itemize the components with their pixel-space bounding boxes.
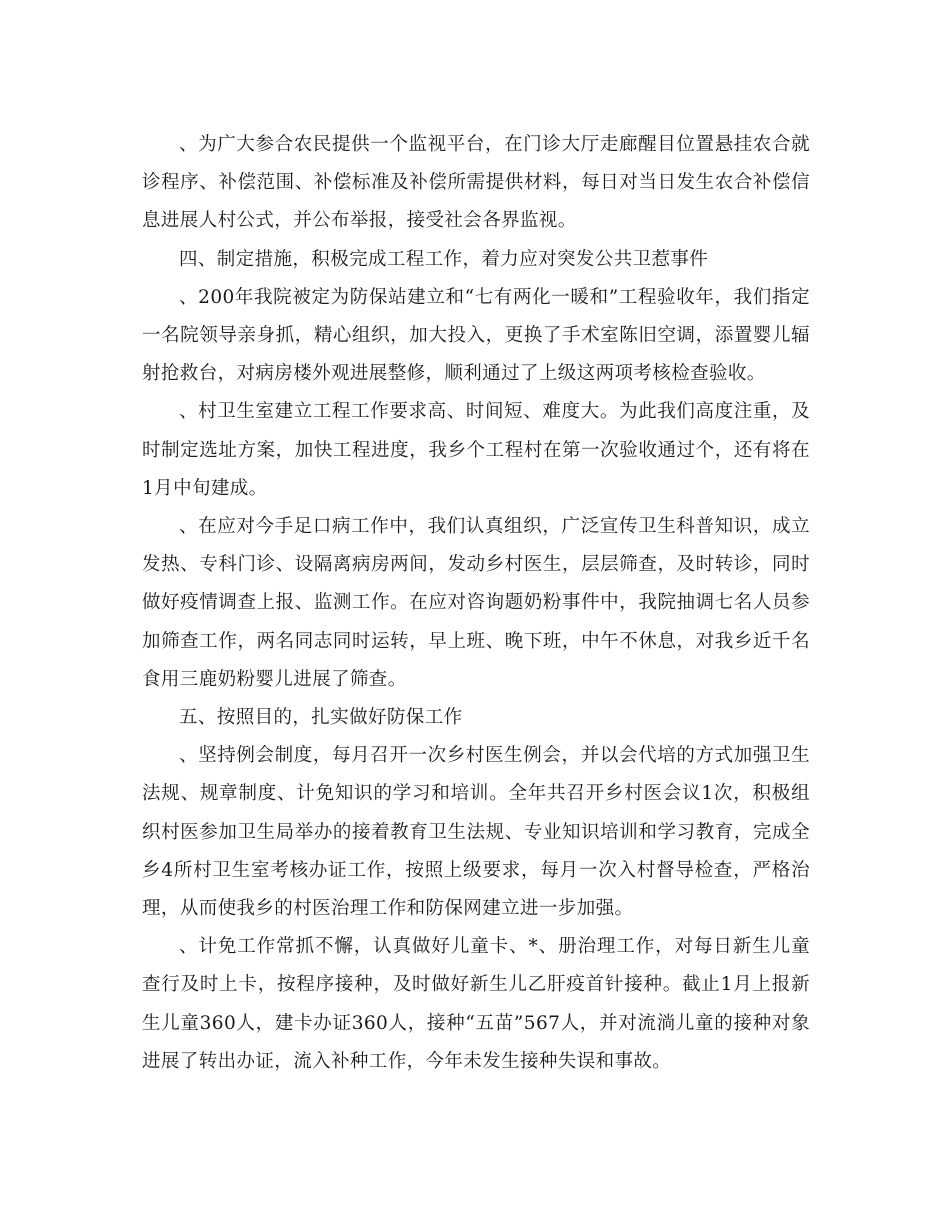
paragraph-regular-meetings: 、坚持例会制度，每月召开一次乡村医生例会，并以会代培的方式加强卫生法规、规章制度、计免知识的学习和培训。全年共召开乡村医会议1次，积极组织村医参加卫生局举办的接着教育卫生法规、专业知识培训和学习教育，完成全乡4所村卫生室考核办证工作，按照上级要求，每月一次入村督导检查，严格治理，从而使我乡的村医治理工作和防保网建立进一步加强。 <box>142 745 810 920</box>
document-body <box>142 126 810 1081</box>
paragraph-hand-foot-mouth: 、在应对今手足口病工作中，我们认真组织，广泛宣传卫生科普知识，成立发热、专科门诊、设隔离病房两间，发动乡村医生，层层筛查，及时转诊，同时做好疫情调查上报、监测工作。在应对咨询题奶粉事件中，我院抽调七名人员参加筛查工作，两名同志同时运转，早上班、晚下班，中午不休息，对我乡近千名食用三鹿奶粉婴儿进展了筛查。 <box>142 516 810 690</box>
paragraph-acceptance-year: 、200年我院被定为防保站建立和“七有两化一暖和”工程验收年，我们指定一名院领导亲身抓，精心组织，加大投入，更换了手术室陈旧空调，添置婴儿辐射抢救台，对病房楼外观进展整修，顺利通过了上级这两项考核检查验收。 <box>142 286 810 385</box>
section-heading-four: 四、制定措施，积极完成工程工作，着力应对突发公共卫惹事件 <box>179 248 709 270</box>
paragraph-publicity-platform: 、为广大参合农民提供一个监视平台，在门诊大厅走廊醒目位置悬挂农合就诊程序、补偿范围、补偿标准及补偿所需提供材料，每日对当日发生农合补偿信息进展人村公式，并公布举报，接受社会各界监视。 <box>142 134 810 232</box>
section-heading-five: 五、按照目的，扎实做好防保工作 <box>179 707 463 729</box>
paragraph-village-clinic: 、村卫生室建立工程工作要求高、时间短、难度大。为此我们高度注重，及时制定选址方案，加快工程进度，我乡个工程村在第一次验收通过个，还有将在1月中旬建成。 <box>142 401 810 499</box>
paragraph-immunization: 、计免工作常抓不懈，认真做好儿童卡、*、册治理工作，对每日新生儿童查行及时上卡，按程序接种，及时做好新生儿乙肝疫首针接种。截止1月上报新生儿童360人，建卡办证360人，接种“五苗”567人，并对流淌儿童的接种对象进展了转出办证，流入补种工作，今年未发生接种失误和事故。 <box>142 936 810 1072</box>
